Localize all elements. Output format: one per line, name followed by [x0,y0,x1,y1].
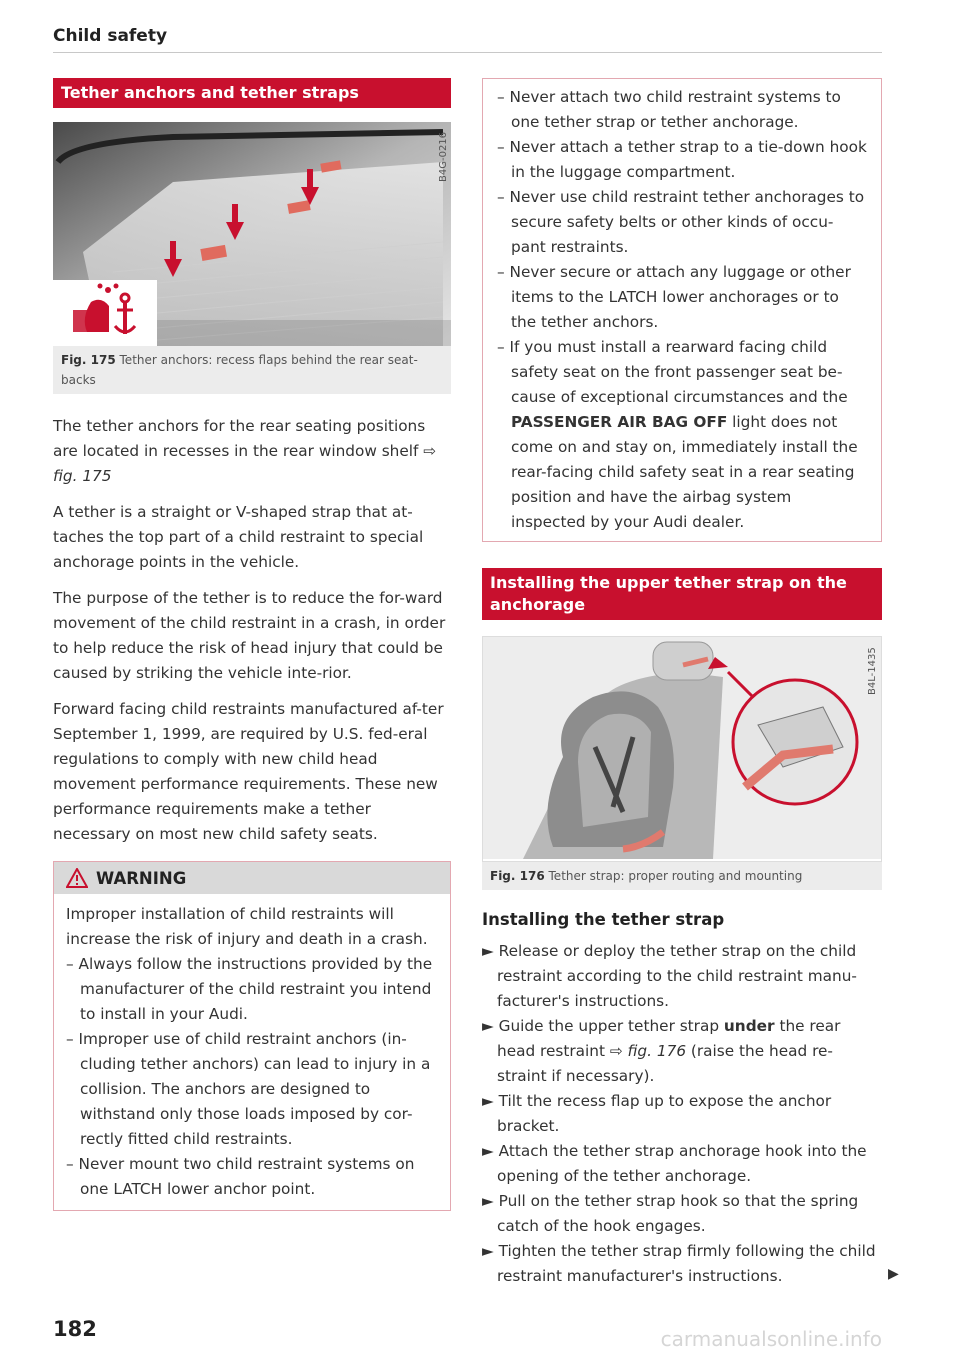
figure-176-image [482,636,882,862]
section-heading-tether: Tether anchors and tether straps [53,78,451,108]
warning-item: – Always follow the instructions provided by the manufacturer of the child restraint you intend to install in your Audi. [66,955,433,1023]
subheading: Installing the tether strap [482,910,725,929]
paragraph: Forward facing child restraints manufactured af-ter September 1, 1999, are required by U.S. fed-eral regulations to comply with new child head movement performance requirements. These new performance requirements make a tether necessary on most new child safety seats. [53,700,444,843]
instruction-step: ► Tighten the tether strap firmly following the child restraint manufacturer's instructions. [482,1242,876,1285]
warning-item: – Never mount two child restraint systems on one LATCH lower anchor point. [66,1155,415,1198]
right-column [482,78,882,1289]
instruction-step: ► Release or deploy the tether strap on the child restraint according to the child restraint manu-facturer's instructions. [482,942,857,1010]
child-seat-anchor-icon [53,280,157,346]
figure-176-caption [482,862,882,890]
section-header: Child safety [53,26,168,46]
warning-item: – Never use child restraint tether anchorages to secure safety belts or other kinds of occu-pant restraints. [497,188,865,256]
figure-175-caption [53,346,451,394]
warning-continuation-box [482,78,882,542]
warning-item [497,335,867,535]
instruction-step: ► Attach the tether strap anchorage hook into the opening of the tether anchorage. [482,1142,867,1185]
figure-175 [53,122,451,394]
step-emphasis: under [723,1017,775,1035]
warning-body [54,894,450,1210]
watermark: carmanualsonline.info [660,1327,882,1351]
paragraph [53,414,451,489]
warning-item: – Never attach two child restraint systems to one tether strap or tether anchorage. [497,88,841,131]
paragraph: A tether is a straight or V-shaped strap that at-taches the top part of a child restraint to special anchorage points in the vehicle. [53,503,424,571]
figure-code: B4L-1435 [867,647,878,695]
page-number: 182 [53,1317,97,1341]
instruction-step [482,1014,882,1089]
step-text: the rear head restraint [497,1017,841,1060]
figure-code: B4G-0216 [438,131,449,182]
warning-item-text: light does not come on and stay on, immediately install the rear-facing child safety seat in a rear seating position and have the airbag system inspected by your Audi dealer. [511,413,858,531]
warning-item: – Never attach a tether strap to a tie-down hook in the luggage compartment. [497,138,867,181]
step-text: (raise the head re-straint if necessary). [497,1042,833,1085]
figure-reference-link[interactable]: ⇨ fig. 175 [53,442,437,485]
instruction-step: ► Pull on the tether strap hook so that the spring catch of the hook engages. [482,1192,859,1235]
figure-caption-text: Tether strap: proper routing and mounting [548,869,803,883]
instruction-step: ► Tilt the recess flap up to expose the anchor bracket. [482,1092,832,1135]
figure-175-image [53,122,451,346]
figure-176 [482,636,882,890]
figure-label: Fig. 176 [490,869,545,883]
warning-item: – Never secure or attach any luggage or other items to the LATCH lower anchorages or to the tether anchors. [497,263,851,331]
warning-header [54,862,450,894]
warning-box [53,861,451,1211]
paragraph: The purpose of the tether is to reduce the for-ward movement of the child restraint in a crash, in order to help reduce the risk of head injury that could be caused by striking the vehicle inte-rior. [53,589,446,682]
warning-intro: Improper installation of child restraints will increase the risk of injury and death in a crash. [66,905,428,948]
warning-triangle-icon [66,868,88,888]
figure-caption-text: Tether anchors: recess flaps behind the rear seat-backs [61,353,418,387]
child-seat-tether-illustration [483,637,881,859]
warning-item: – Improper use of child restraint anchors (in-cluding tether anchors) can lead to injury in a collision. The anchors are designed to withstand only those loads imposed by cor-rectly fitted child restraints. [66,1030,431,1148]
step-text: ► Guide the upper tether strap [482,1017,724,1035]
left-column [53,78,451,1211]
warning-title: WARNING [96,868,187,888]
header-rule [53,52,882,53]
warning-item-text: – If you must install a rearward facing child safety seat on the front passenger seat be-cause of exceptional circumstances and the [497,338,848,406]
section-heading-installing: Installing the upper tether strap on the anchorage [482,568,882,620]
figure-label: Fig. 175 [61,353,116,367]
airbag-off-label: PASSENGER AIR BAG OFF [511,413,728,431]
continue-arrow-icon: ▶ [888,1266,899,1282]
figure-reference-link[interactable]: ⇨ fig. 176 [609,1042,687,1060]
paragraph-text: The tether anchors for the rear seating positions are located in recesses in the rear window shelf [53,417,426,460]
